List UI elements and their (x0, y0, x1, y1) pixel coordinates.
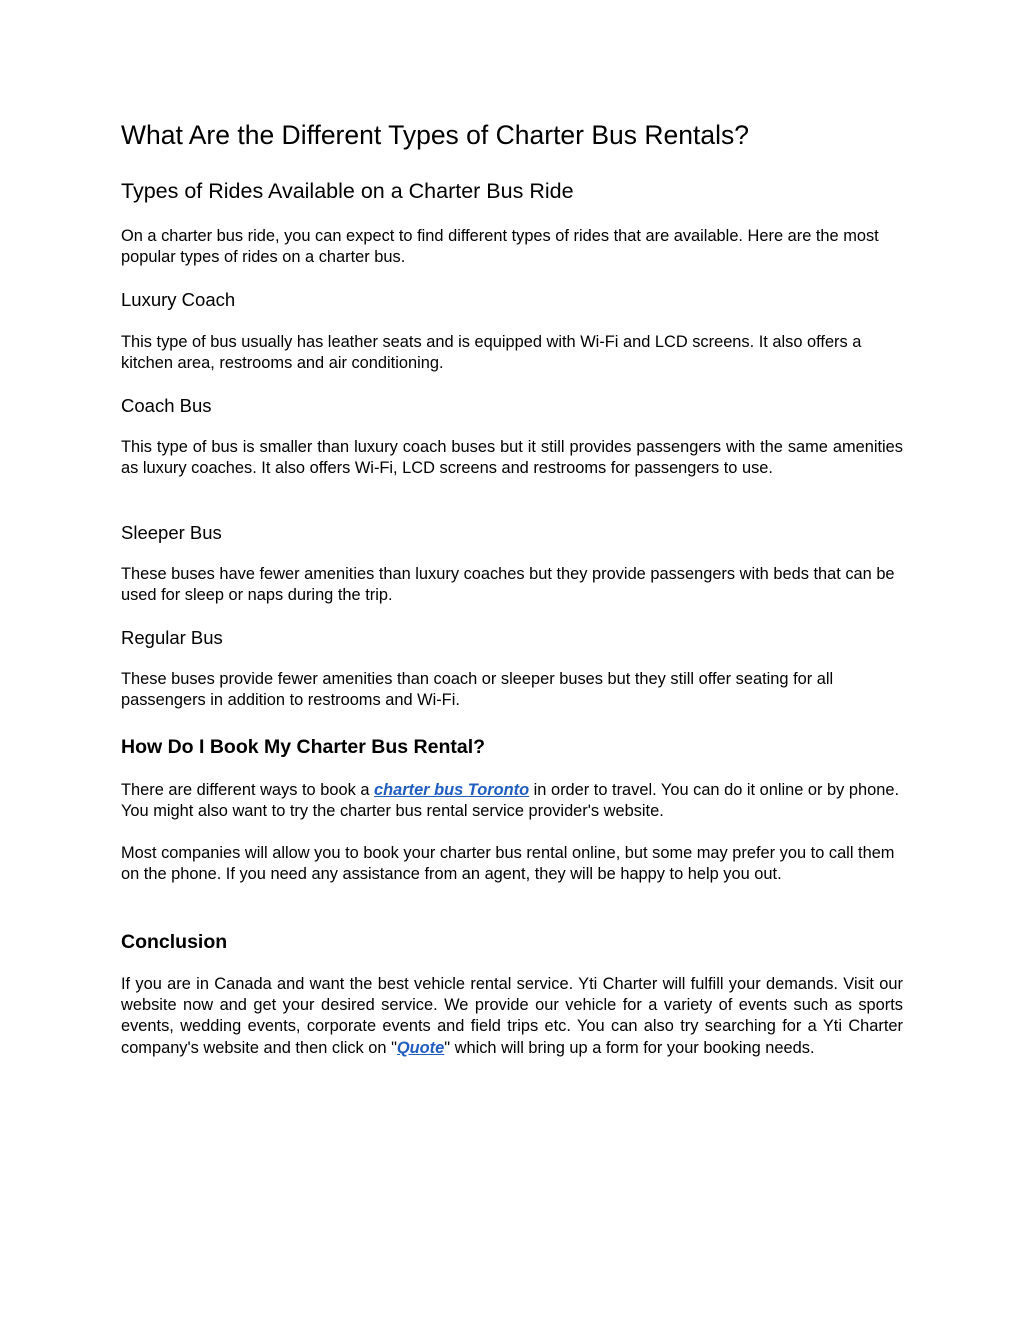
quote-link[interactable]: Quote (396, 1038, 445, 1057)
conclusion-paragraph (121, 974, 903, 1059)
page-subtitle: Types of Rides Available on a Charter Bus Ride (121, 179, 574, 203)
section-text-sleeper-bus: These buses have fewer amenities than luxury coaches but they provide passengers with beds that can be used for sleep or naps during the trip. (121, 565, 895, 605)
booking-heading: How Do I Book My Charter Bus Rental? (121, 736, 486, 758)
charter-bus-toronto-link[interactable]: charter bus Toronto (373, 781, 530, 799)
booking-paragraph-2: Most companies will allow you to book your charter bus rental online, but some may prefer you to call them on the phone. If you need any assistance from an agent, they will be happy to help you out. (121, 844, 895, 884)
booking-text-before: There are different ways to book a (121, 781, 374, 799)
conclusion-text-after: " which will bring up a form for your booking needs. (444, 1038, 815, 1057)
section-heading-regular-bus: Regular Bus (121, 627, 223, 648)
booking-paragraph-1 (121, 780, 903, 822)
section-text-regular-bus: These buses provide fewer amenities than coach or sleeper buses but they still offer seating for all passengers in addition to restrooms and Wi-Fi. (121, 670, 834, 710)
section-heading-luxury-coach: Luxury Coach (121, 289, 236, 310)
conclusion-heading: Conclusion (121, 931, 228, 953)
intro-paragraph: On a charter bus ride, you can expect to find different types of rides that are available. Here are the most popular types of rides on a charter bus. (121, 227, 879, 267)
section-text-luxury-coach: This type of bus usually has leather seats and is equipped with Wi-Fi and LCD screens. It also offers a kitchen area, restrooms and air conditioning. (121, 333, 862, 373)
section-heading-sleeper-bus: Sleeper Bus (121, 522, 222, 543)
conclusion-text-before: If you are in Canada and want the best vehicle rental service. Yti Charter will fulfill your demands. Visit our website now and get your desired service. We provide our vehicle for a variety of events such as sports events, wedding events, corporate events and field trips etc. You can also try searching for a Yti Charter company's website and then click on " (121, 975, 903, 1057)
section-text-coach-bus: This type of bus is smaller than luxury coach buses but it still provides passengers with the same amenities as luxury coaches. It also offers Wi-Fi, LCD screens and restrooms for passengers to use. (121, 438, 903, 478)
section-heading-coach-bus: Coach Bus (121, 395, 212, 416)
booking-text-after: in order to travel. You can do it online or by phone. You might also want to try the charter bus rental service provider's website. (121, 781, 900, 821)
page-title: What Are the Different Types of Charter Bus Rentals? (121, 120, 749, 150)
